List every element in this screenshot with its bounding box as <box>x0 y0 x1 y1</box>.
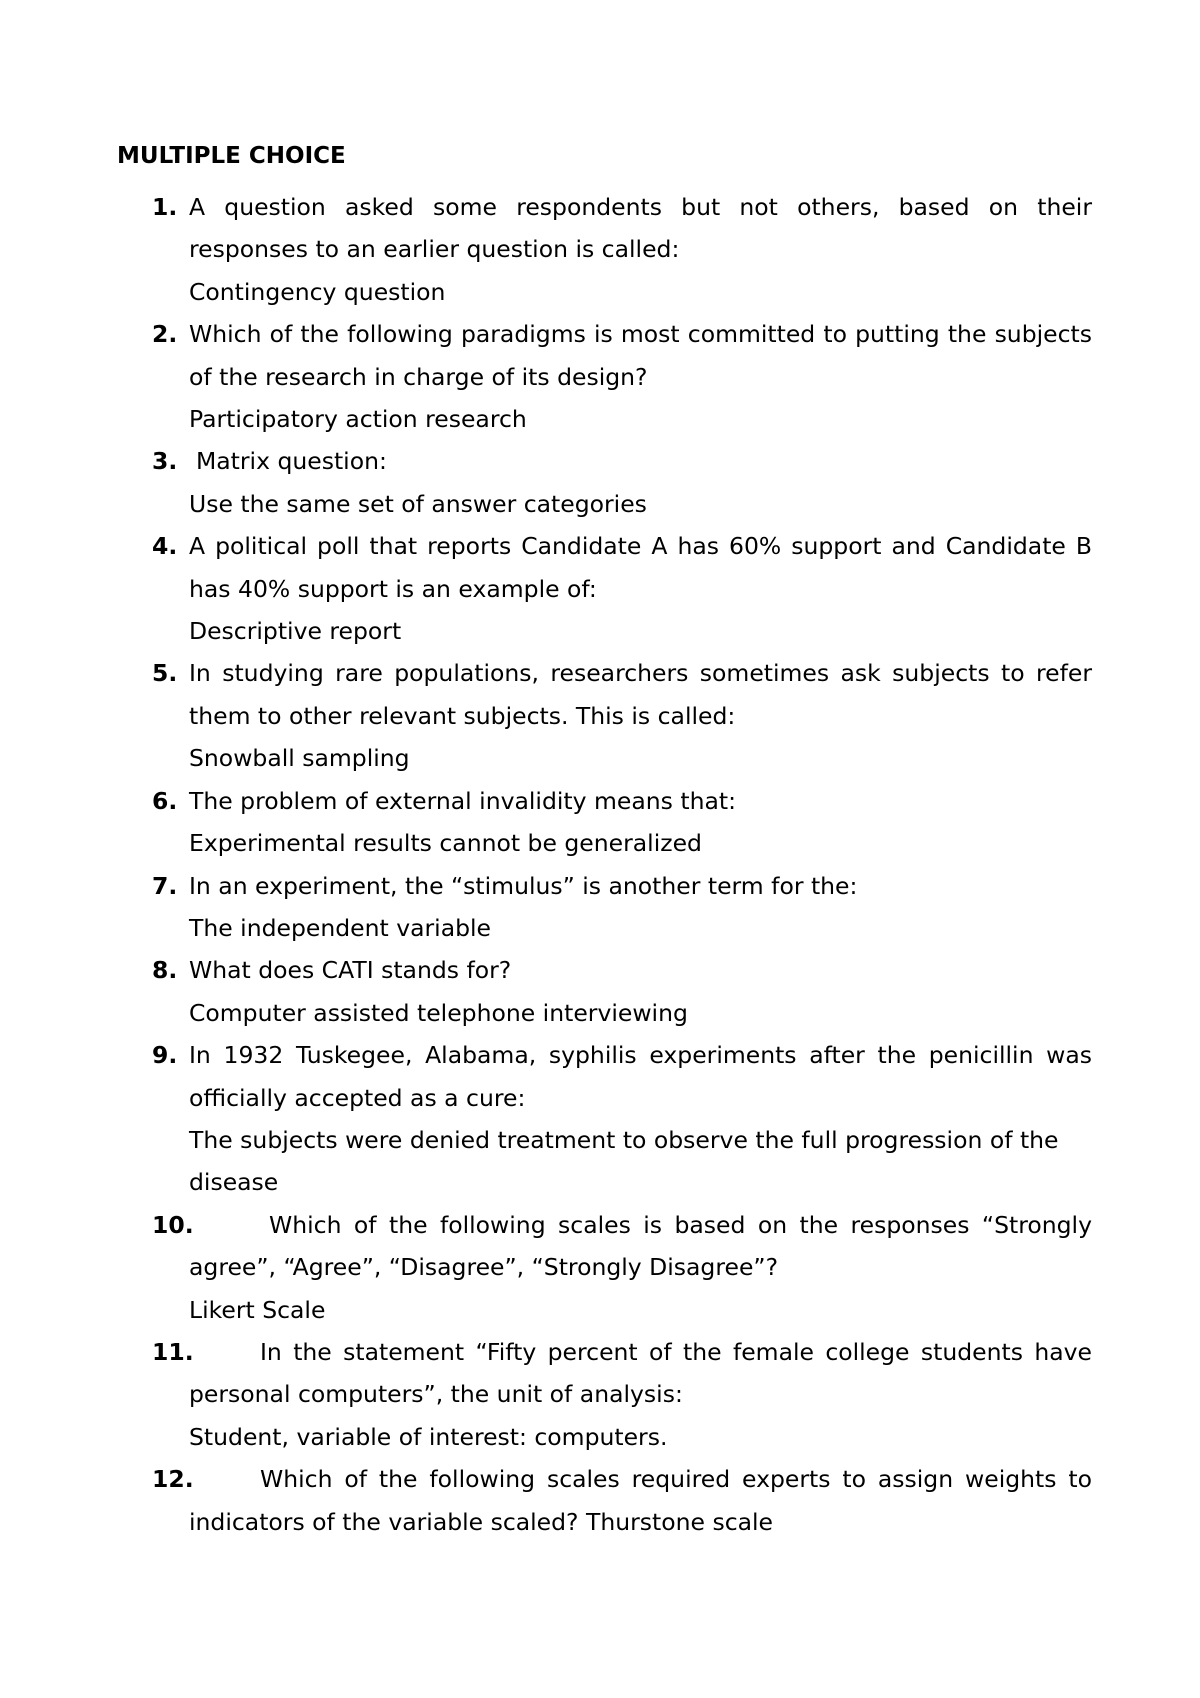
answer-text: Computer assisted telephone interviewing <box>189 998 688 1027</box>
question-text: The problem of external invalidity means that: <box>189 786 736 815</box>
question-item <box>0 865 1200 950</box>
question-text: In studying rare populations, researchers sometimes ask subjects to refer them to other relevant subjects. This is called: <box>189 659 1092 730</box>
question-item <box>0 652 1200 779</box>
question-text: In an experiment, the “stimulus” is another term for the: <box>189 871 858 900</box>
question-item <box>0 780 1200 865</box>
answer-text: Participatory action research <box>189 405 527 434</box>
question-item <box>0 440 1200 525</box>
section-heading: MULTIPLE CHOICE <box>117 143 346 169</box>
question-item <box>0 525 1200 652</box>
question-number: 2. <box>152 320 178 349</box>
question-list <box>0 186 1200 1543</box>
answer-text: Experimental results cannot be generalized <box>189 829 702 858</box>
question-text: A question asked some respondents but not others, based on their responses to an earlier question is called: <box>189 193 1092 264</box>
answer-text: Contingency question <box>189 277 446 306</box>
question-item <box>0 1458 1200 1543</box>
question-item <box>0 949 1200 1034</box>
question-item <box>0 313 1200 440</box>
answer-text: The independent variable <box>189 913 492 942</box>
question-number: 12. <box>152 1465 194 1494</box>
answer-text: Likert Scale <box>189 1295 326 1324</box>
question-text: Which of the following scales required experts to assign weights to indicators of the variable scaled? Thurstone scale <box>189 1465 1092 1536</box>
answer-text: Use the same set of answer categories <box>189 489 647 518</box>
answer-text: Snowball sampling <box>189 744 410 773</box>
question-item <box>0 186 1200 313</box>
question-item <box>0 1034 1200 1204</box>
question-text: Which of the following scales is based on the responses “Strongly agree”, “Agree”, “Disagree”, “Strongly Disagree”? <box>189 1210 1092 1282</box>
question-text: What does CATI stands for? <box>189 956 512 985</box>
question-number: 3. <box>152 447 178 476</box>
answer-text: The subjects were denied treatment to observe the full progression of the disease <box>189 1125 1059 1197</box>
question-text: Which of the following paradigms is most committed to putting the subjects of the research in charge of its design? <box>189 320 1092 391</box>
question-text: Matrix question: <box>196 447 387 476</box>
question-text: In 1932 Tuskegee, Alabama, syphilis experiments after the penicillin was officially accepted as a cure: <box>189 1041 1092 1112</box>
question-number: 1. <box>152 193 178 221</box>
question-text: A political poll that reports Candidate A has 60% support and Candidate B has 40% support is an example of: <box>189 532 1092 603</box>
question-number: 9. <box>152 1041 178 1070</box>
answer-text: Descriptive report <box>189 617 402 646</box>
question-number: 5. <box>152 659 178 688</box>
question-number: 7. <box>152 871 178 900</box>
question-number: 11. <box>152 1337 194 1366</box>
question-number: 8. <box>152 956 178 985</box>
question-number: 4. <box>152 532 178 561</box>
question-item <box>0 1204 1200 1331</box>
question-number: 6. <box>152 786 178 815</box>
answer-text: Student, variable of interest: computers. <box>189 1422 668 1451</box>
question-number: 10. <box>152 1210 194 1239</box>
question-item <box>0 1331 1200 1458</box>
question-text: In the statement “Fifty percent of the female college students have personal computers”, the unit of analysis: <box>189 1337 1092 1409</box>
